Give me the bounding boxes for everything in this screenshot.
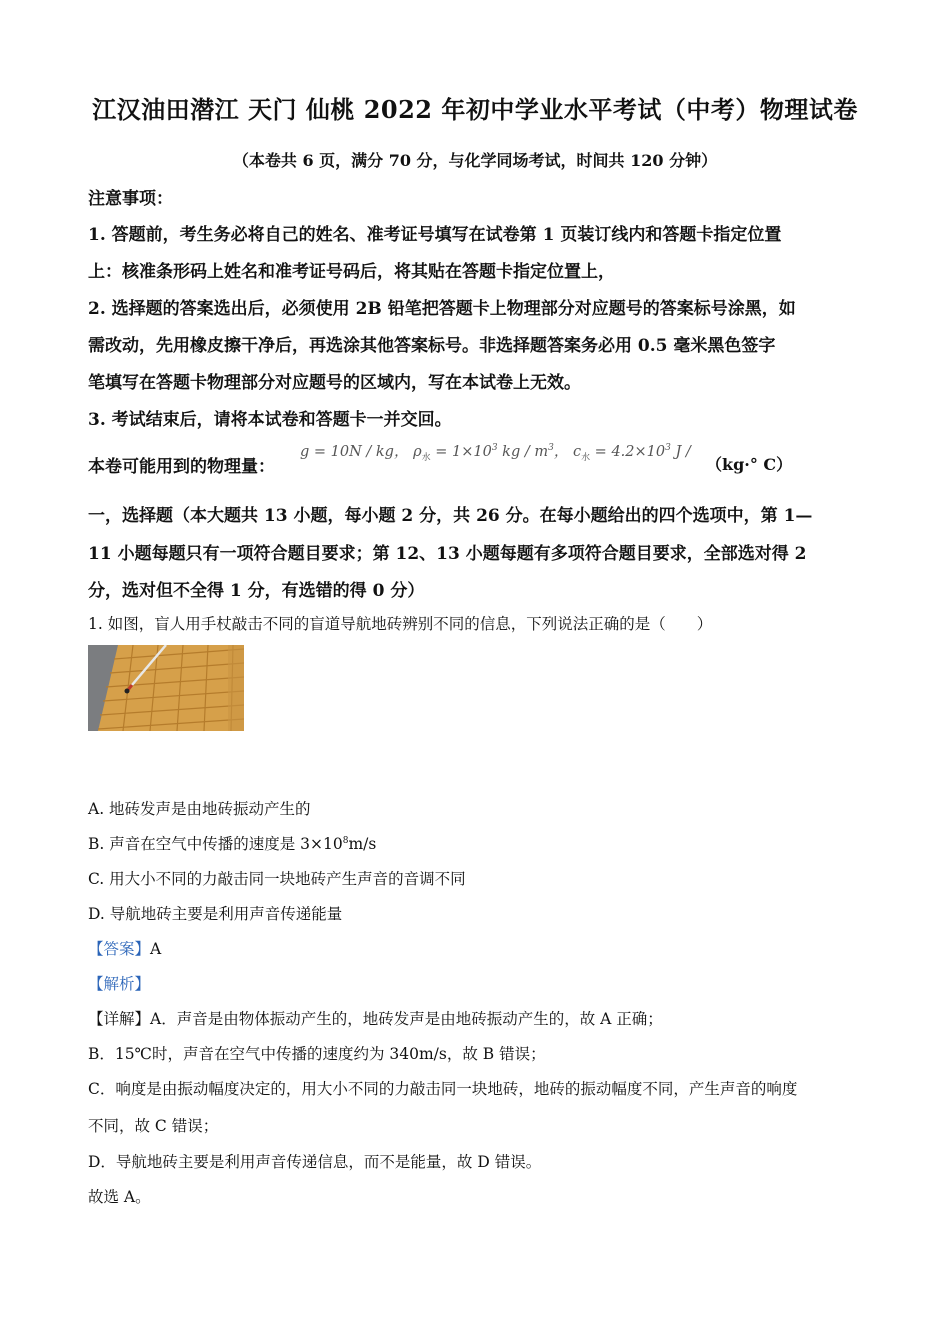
- notes-line: 需改动，先用橡皮擦干净后，再选涂其他答案标号。非选择题答案务必用 0.5 毫米黑色签字: [88, 336, 776, 356]
- option-d: D. 导航地砖主要是利用声音传递能量: [88, 905, 343, 923]
- option-b-text: B. 声音在空气中传播的速度是 3×10: [88, 835, 343, 853]
- notes-line: 2. 选择题的答案选出后，必须使用 2B 铅笔把答题卡上物理部分对应题号的答案标号涂黑，如: [88, 299, 796, 319]
- explanation-line: B．15℃时，声音在空气中传播的速度约为 340m/s，故 B 错误；: [88, 1045, 546, 1063]
- explanation-line: D．导航地砖主要是利用声音传递信息，而不是能量，故 D 错误。: [88, 1153, 542, 1171]
- answer-line: [88, 937, 161, 959]
- page-subtitle: （本卷共 6 页，满分 70 分，与化学同场考试，时间共 120 分钟）: [232, 151, 718, 170]
- density-end: ，: [553, 444, 569, 460]
- section-heading-line: 分，选对但不全得 1 分，有选错的得 0 分）: [88, 581, 425, 601]
- detail-tag: 【详解】: [88, 1010, 151, 1028]
- density-value: = 1×10: [430, 444, 492, 460]
- explanation-line: 故选 A。: [88, 1188, 151, 1206]
- blind-path-tiles-image: [88, 645, 244, 731]
- density-unit: kg / m: [497, 444, 549, 460]
- gravity-constant: g = 10N / kg，: [300, 444, 409, 460]
- answer-tag: 【答案】: [88, 940, 151, 958]
- answer-value: A: [150, 940, 162, 958]
- notes-line: 1. 答题前，考生务必将自己的姓名、准考证号填写在试卷第 1 页装订线内和答题卡指定位置: [88, 225, 782, 245]
- notes-line: 笔填写在答题卡物理部分对应题号的区域内，写在本试卷上无效。: [88, 373, 581, 393]
- heat-capacity-value: = 4.2×10: [590, 444, 666, 460]
- explanation-line: C．响度是由振动幅度决定的，用大小不同的力敲击同一块地砖，地砖的振动幅度不同，产生声音的响度: [88, 1080, 798, 1098]
- density-unit-exponent: 3: [548, 443, 554, 454]
- analysis-tag: 【解析】: [88, 975, 151, 993]
- heat-capacity-symbol: c: [572, 444, 582, 460]
- explanation-a: A．声音是由物体振动产生的，地砖发声是由地砖振动产生的，故 A 正确；: [150, 1010, 663, 1028]
- heat-capacity-exponent: 3: [665, 443, 671, 454]
- notes-line: 上：核准条形码上姓名和准考证号码后，将其贴在答题卡指定位置上，: [88, 262, 615, 282]
- notes-line: 3. 考试结束后，请将本试卷和答题卡一并交回。: [88, 410, 452, 430]
- section-heading-line: 一，选择题（本大题共 13 小题，每小题 2 分，共 26 分。在每小题给出的四个选项中，第 1—: [88, 506, 813, 526]
- constants-label: 本卷可能用到的物理量：: [88, 457, 275, 477]
- heat-capacity-unit: J /: [670, 444, 691, 460]
- density-symbol: ρ: [413, 444, 422, 460]
- explanation-line: 不同，故 C 错误；: [88, 1117, 219, 1135]
- option-c: C. 用大小不同的力敲击同一块地砖产生声音的音调不同: [88, 870, 466, 888]
- constants-formula: [300, 440, 691, 463]
- notes-heading: 注意事项：: [88, 189, 173, 209]
- option-a: A. 地砖发声是由地砖振动产生的: [88, 800, 311, 818]
- heat-capacity-subscript: 水: [581, 452, 591, 463]
- density-exponent: 3: [491, 443, 498, 454]
- explanation-line: [88, 1007, 663, 1029]
- section-heading-line: 11 小题每题只有一项符合题目要求；第 12、13 小题每题有多项符合题目要求，全部选对得 2: [88, 544, 807, 564]
- option-b-exponent: 8: [342, 835, 349, 846]
- heat-capacity-unit-tail: （kg·° C）: [706, 455, 793, 474]
- density-subscript: 水: [421, 452, 431, 463]
- question-stem: 1. 如图，盲人用手杖敲击不同的盲道导航地砖辨别不同的信息，下列说法正确的是（ ）: [88, 615, 713, 633]
- option-b: [88, 832, 376, 854]
- page-title: 江汉油田潜江 天门 仙桃 2022 年初中学业水平考试（中考）物理试卷: [92, 95, 858, 124]
- option-b-unit: m/s: [348, 835, 377, 853]
